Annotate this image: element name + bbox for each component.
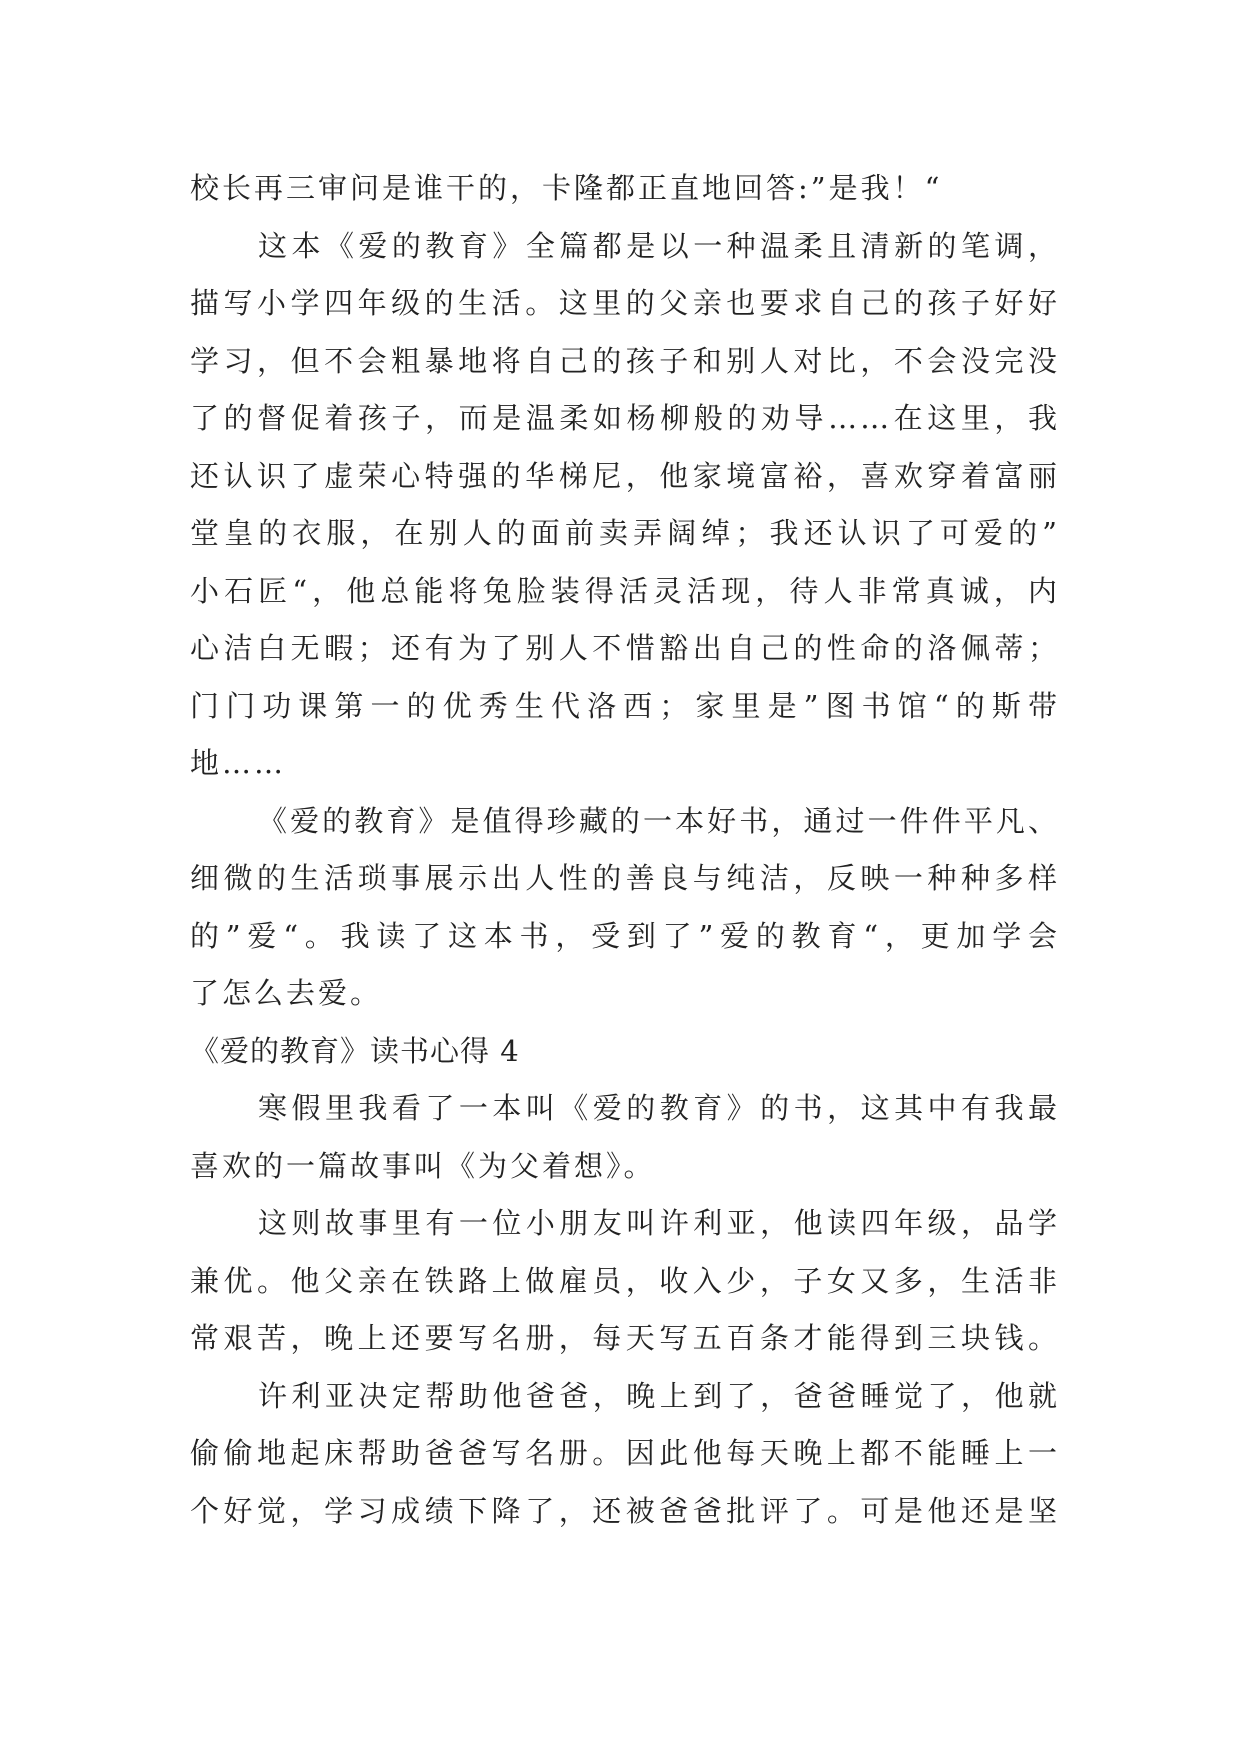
body-text bbox=[190, 160, 1060, 1540]
text-line: 个好觉，学习成绩下降了，还被爸爸批评了。可是他还是坚 bbox=[190, 1493, 1060, 1528]
section-heading: 《爱的教育》读书心得 4 bbox=[190, 1033, 520, 1068]
text-line: 偷偷地起床帮助爸爸写名册。因此他每天晚上都不能睡上一 bbox=[190, 1436, 1060, 1470]
text-line: 描写小学四年级的生活。这里的父亲也要求自己的孩子好好 bbox=[190, 286, 1060, 320]
text-line: 校长再三审问是谁干的，卡隆都正直地回答:”是我！“ bbox=[190, 171, 943, 205]
text-line: 地…… bbox=[190, 746, 287, 780]
text-line: 许利亚决定帮助他爸爸，晚上到了，爸爸睡觉了，他就 bbox=[258, 1378, 1060, 1413]
text-line: 细微的生活琐事展示出人性的善良与纯洁，反映一种种多样 bbox=[190, 861, 1060, 895]
text-line: 这本《爱的教育》全篇都是以一种温柔且清新的笔调， bbox=[258, 228, 1060, 263]
text-line: 堂皇的衣服，在别人的面前卖弄阔绰；我还认识了可爱的” bbox=[190, 516, 1060, 550]
text-line: 常艰苦，晚上还要写名册，每天写五百条才能得到三块钱。 bbox=[190, 1321, 1060, 1355]
text-line: 《爱的教育》是值得珍藏的一本好书，通过一件件平凡、 bbox=[258, 803, 1060, 838]
text-line: 寒假里我看了一本叫《爱的教育》的书，这其中有我最 bbox=[258, 1091, 1060, 1125]
text-line: 了的督促着孩子，而是温柔如杨柳般的劝导……在这里，我 bbox=[190, 401, 1060, 435]
text-line: 兼优。他父亲在铁路上做雇员，收入少，子女又多，生活非 bbox=[190, 1263, 1060, 1298]
text-line: 喜欢的一篇故事叫《为父着想》。 bbox=[190, 1148, 656, 1183]
text-line: 学习，但不会粗暴地将自己的孩子和别人对比，不会没完没 bbox=[190, 343, 1060, 378]
text-line: 的”爱“。我读了这本书，受到了”爱的教育“，更加学会 bbox=[190, 918, 1060, 953]
text-line: 心洁白无暇；还有为了别人不惜豁出自己的性命的洛佩蒂； bbox=[190, 631, 1060, 665]
text-line: 还认识了虚荣心特强的华梯尼，他家境富裕，喜欢穿着富丽 bbox=[190, 458, 1060, 493]
text-line: 了怎么去爱。 bbox=[190, 976, 383, 1010]
text-line: 门门功课第一的优秀生代洛西；家里是”图书馆“的斯带 bbox=[190, 688, 1060, 723]
text-line: 这则故事里有一位小朋友叫许利亚，他读四年级，品学 bbox=[258, 1206, 1060, 1240]
text-line: 小石匠“，他总能将兔脸装得活灵活现，待人非常真诚，内 bbox=[190, 573, 1060, 608]
